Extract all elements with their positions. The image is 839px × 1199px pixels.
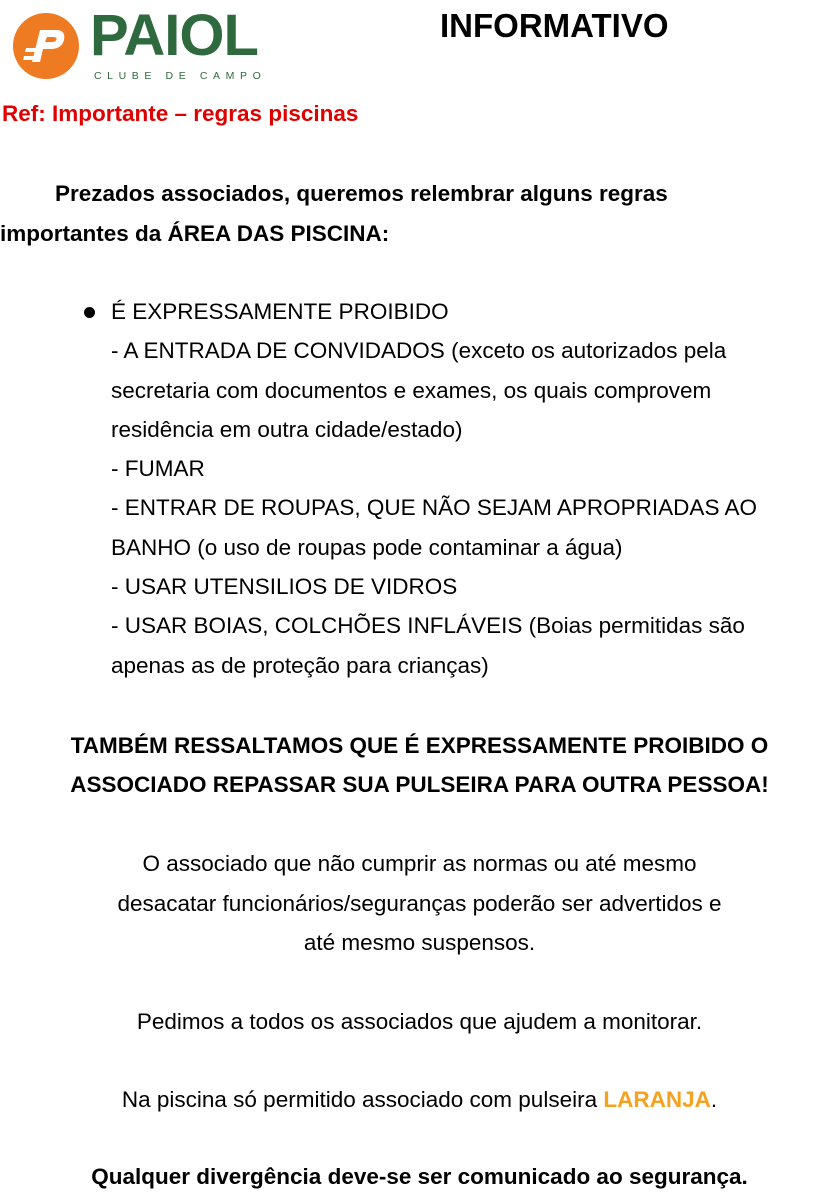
warning-line-2: desacatar funcionários/seguranças poderão ser advertidos e [117, 890, 722, 916]
emphasis-line-1: TAMBÉM RESSALTAMOS QUE É EXPRESSAMENTE PROIBIDO O [70, 733, 769, 758]
bullet-icon [84, 307, 95, 318]
bracelet-text: Na piscina só permitido associado com pulseira [121, 1087, 604, 1112]
logo-wordmark: PAIOL [90, 3, 258, 68]
intro-paragraph [0, 174, 830, 254]
intro-line-1: Prezados associados, queremos relembrar alguns regras [55, 181, 668, 206]
request-line: Pedimos a todos os associados que ajudem a monitorar. [136, 1009, 703, 1034]
rule-line: É EXPRESSAMENTE PROIBIDO [111, 299, 449, 324]
bracelet-end: . [710, 1087, 718, 1112]
rule-line: - FUMAR [111, 456, 205, 482]
bracelet-color-word: LARANJA [603, 1087, 711, 1112]
emphasis-line-2: ASSOCIADO REPASSAR SUA PULSEIRA PARA OUTRA PESSOA! [70, 772, 769, 797]
rule-line: secretaria com documentos e exames, os quais comprovem [111, 377, 712, 403]
reference-line: Ref: Importante – regras piscinas [2, 101, 359, 126]
rule-line: - A ENTRADA DE CONVIDADOS (exceto os autorizados pela [111, 338, 727, 364]
final-notice: Qualquer divergência deve-se ser comunicado ao segurança. [91, 1164, 748, 1189]
rule-line: apenas as de proteção para crianças) [111, 652, 489, 678]
rule-line: - USAR UTENSILIOS DE VIDROS [111, 574, 458, 600]
logo-subtitle: CLUBE DE CAMPO [94, 70, 267, 82]
penalty-paragraph [0, 844, 839, 963]
rules-list [111, 292, 811, 685]
warning-line-1: O associado que não cumprir as normas ou até mesmo [142, 851, 697, 876]
rule-line: - USAR BOIAS, COLCHÕES INFLÁVEIS (Boias permitidas são [111, 613, 745, 639]
bracelet-warning [0, 726, 839, 804]
warning-line-3: até mesmo suspensos. [303, 930, 536, 955]
bracelet-line [0, 1080, 839, 1120]
bracelet-paragraph [0, 1080, 839, 1120]
intro-line-2: importantes da ÁREA DAS PISCINA: [0, 221, 390, 246]
rule-line: BANHO (o uso de roupas pode contaminar a água) [111, 534, 623, 560]
rule-line: residência em outra cidade/estado) [111, 416, 463, 442]
page-title: INFORMATIVO [440, 7, 669, 44]
rule-line: - ENTRAR DE ROUPAS, QUE NÃO SEJAM APROPRIADAS AO [111, 495, 757, 521]
paiol-logo-icon [12, 12, 80, 80]
request-paragraph [0, 1002, 839, 1042]
club-logo [10, 3, 272, 82]
